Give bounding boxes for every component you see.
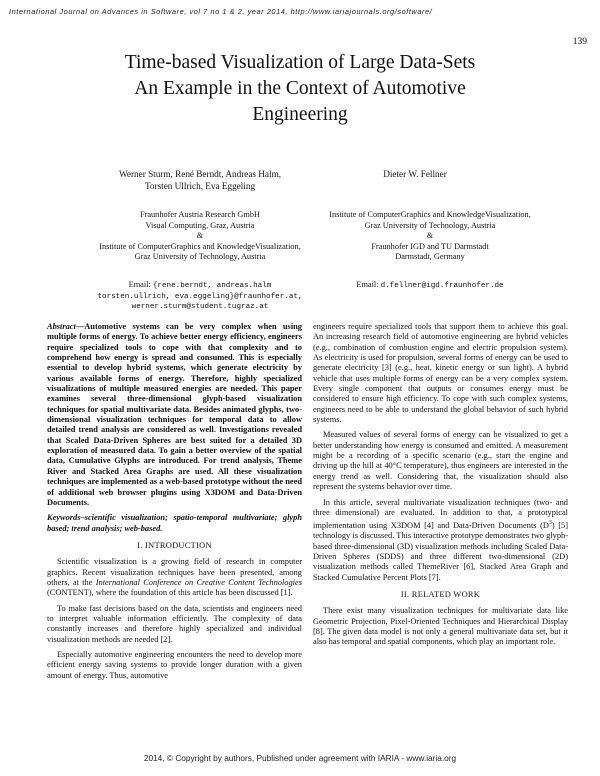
abstract xyxy=(47,322,302,508)
email-right xyxy=(300,280,560,292)
paragraph: engineers require specialized tools that support them to achieve this goal. An increasing research field of automotive engineering are hybrid vehicles (e.g., combination of combustion engine and electric propulsion system). As electricity is used for propulsion, several forms of energy can be used to generate electricity [3] (e.g., heat, kinetic energy or sun light). A hybrid vehicle that uses multiple forms of energy can be a very complex system. Every single component that outputs or consumes energy must be considered to ensure high efficiency. To cope with such complex systems, engineers need to be able to understand the global behavior of such hybrid systems. xyxy=(313,322,568,425)
journal-header: International Journal on Advances in Software, vol 7 no 1 & 2, year 2014, http://www.iariajournals.org/software/ xyxy=(9,7,433,16)
paragraph-text: (CONTENT), where the foundation of this article has been discussed [1]. xyxy=(47,588,293,598)
paragraph: To make fast decisions based on the data, scientists and engineers need to interpret valuable information efficiently. The complexity of data constantly increases and therefore highly specialized and individual visualization methods are needed [2]. xyxy=(47,603,302,644)
affiliation-line: Institute of ComputerGraphics and KnowledgeVisualization, xyxy=(329,210,531,219)
paragraph xyxy=(47,557,302,598)
email-address: werner.sturm@student.tugraz.at xyxy=(131,303,269,312)
conference-name: International Conference on Creative Content Technologies xyxy=(95,577,302,587)
paragraph: There exist many visualization techniques for multivariate data like Geometric Projection, Pixel-Oriented Techniques and Hierarchical Display [8]. The given data model is not only a general multivariate data set, but it also has temporal and spatial components, which play an important role. xyxy=(313,606,568,647)
affiliation-ampersand: & xyxy=(426,231,434,241)
abstract-label: Abstract xyxy=(47,322,76,331)
affiliation-right xyxy=(300,210,560,263)
title-line-1: Time-based Visualization of Large Data-Sets xyxy=(124,52,476,73)
affiliation-line: Institute of ComputerGraphics and KnowledgeVisualization, xyxy=(99,241,301,251)
section-heading-introduction: I. INTRODUCTION xyxy=(137,540,212,550)
email-address: d.fellner@igd.fraunhofer.de xyxy=(380,282,504,290)
paragraph-text: ) [5] technology is discussed. This interactive prototype demonstrates two glyph-based three-dimensional (3D) visualization methods including Scaled Data-Driven Spheres (SDDS) and three different two-dimensional (2D) visualization methods called ThemeRiver [6], Stacked Area Graph and Stacked Cumulative Percent Plots [7]. xyxy=(313,520,568,582)
affiliation-line: Fraunhofer Austria Research GmbH xyxy=(139,210,261,219)
author-line-1: Werner Sturm, René Berndt, Andreas Halm, xyxy=(118,169,282,179)
paragraph-text: Scientific visualization is a growing field of research in computer graphics. Recent visualization techniques have been presented, among others, at the xyxy=(47,557,302,587)
email-address: {rene.berndt, andreas.halm xyxy=(152,282,272,290)
left-column xyxy=(47,322,302,686)
title-line-3: Engineering xyxy=(252,104,348,125)
keywords: Keywords–scientific visualization; spatio-temporal multivariate; glyph based; trend analysis; web-based. xyxy=(47,513,302,533)
paragraph: Measured values of several forms of energy can be visualized to get a better understanding how energy is consumed and emitted. A measurement might be a recording of a specific scenario (e.g., start the engine and driving up the hill at 40°C temperature), thus engineers are interested in the energy trend as well. Considering that, the visualization should also represent the systems behavior over time. xyxy=(313,430,568,492)
email-label: Email: xyxy=(356,280,381,289)
affiliation-ampersand: & xyxy=(196,231,204,241)
affiliation-line: Graz University of Technology, Austria xyxy=(364,220,496,230)
author-right-line-1: Dieter W. Fellner xyxy=(383,169,447,179)
section-heading-related-work: II. RELATED WORK xyxy=(400,590,481,600)
email-left xyxy=(60,280,340,313)
paragraph xyxy=(313,498,568,584)
affiliation-line: Fraunhofer IGD and TU Darmstadt xyxy=(371,241,489,251)
title-line-2: An Example in the Context of Automotive xyxy=(134,78,466,99)
superscript: 3 xyxy=(548,520,552,527)
paragraph-text: In this article, several multivariate visualization techniques (two- and three dimensional) are evaluated. In addition to that, a prototypical implementation using X3DOM [4] and Data-Driven Documents (D xyxy=(313,497,568,530)
affiliation-line: Darmstadt, Germany xyxy=(395,252,465,262)
email-label: Email: xyxy=(128,280,153,289)
copyright-footer: 2014, © Copyright by authors, Published under agreement with IARIA - www.iaria.org xyxy=(143,753,457,763)
author-line-2: Torsten Ullrich, Eva Eggeling xyxy=(144,181,256,192)
affiliation-line: Visual Computing, Graz, Austria xyxy=(145,220,255,230)
authors-left xyxy=(80,168,320,192)
paper-title xyxy=(40,50,560,128)
page-number: 139 xyxy=(572,37,587,47)
right-column xyxy=(313,322,568,653)
abstract-text: —Automotive systems can be very complex when using multiple forms of energy. To achieve better energy efficiency, engineers require specialized tools to cope with that complexity and to comprehend how energy is spread and consumed. This is especially essential to develop hybrid systems, which generate electricity by various available forms of energy. Therefore, highly specialized visualizations of multiple measured energies are needed. This paper examines several three-dimensional glyph-based visualization techniques for spatial multivariate data. Besides animated glyphs, two-dimensional visualization techniques for temporal data to allow detailed trend analysis are considered as well. Investigations revealed that Scaled Data-Driven Spheres are best suited for a detailed 3D exploration of measured data. To gain a better overview of the spatial data, Cumulative Glyphs are introduced. For trend analysis, Theme River and Stacked Area Graphs are used. All these visualization techniques are implemented as a web-based prototype without the need of additional web browser plugins using X3DOM and Data-Driven Documents. xyxy=(47,322,302,507)
email-address: torsten.ullrich, eva.eggeling}@fraunhofer.at, xyxy=(97,292,303,301)
authors-right xyxy=(340,168,490,180)
paragraph: Especially automotive engineering encounters the need to develop more efficient energy saving systems to provide longer duration with a given amount of energy. Thus, automotive xyxy=(47,649,302,680)
affiliation-left xyxy=(70,210,330,263)
affiliation-line: Graz University of Technology, Austria xyxy=(134,252,266,262)
